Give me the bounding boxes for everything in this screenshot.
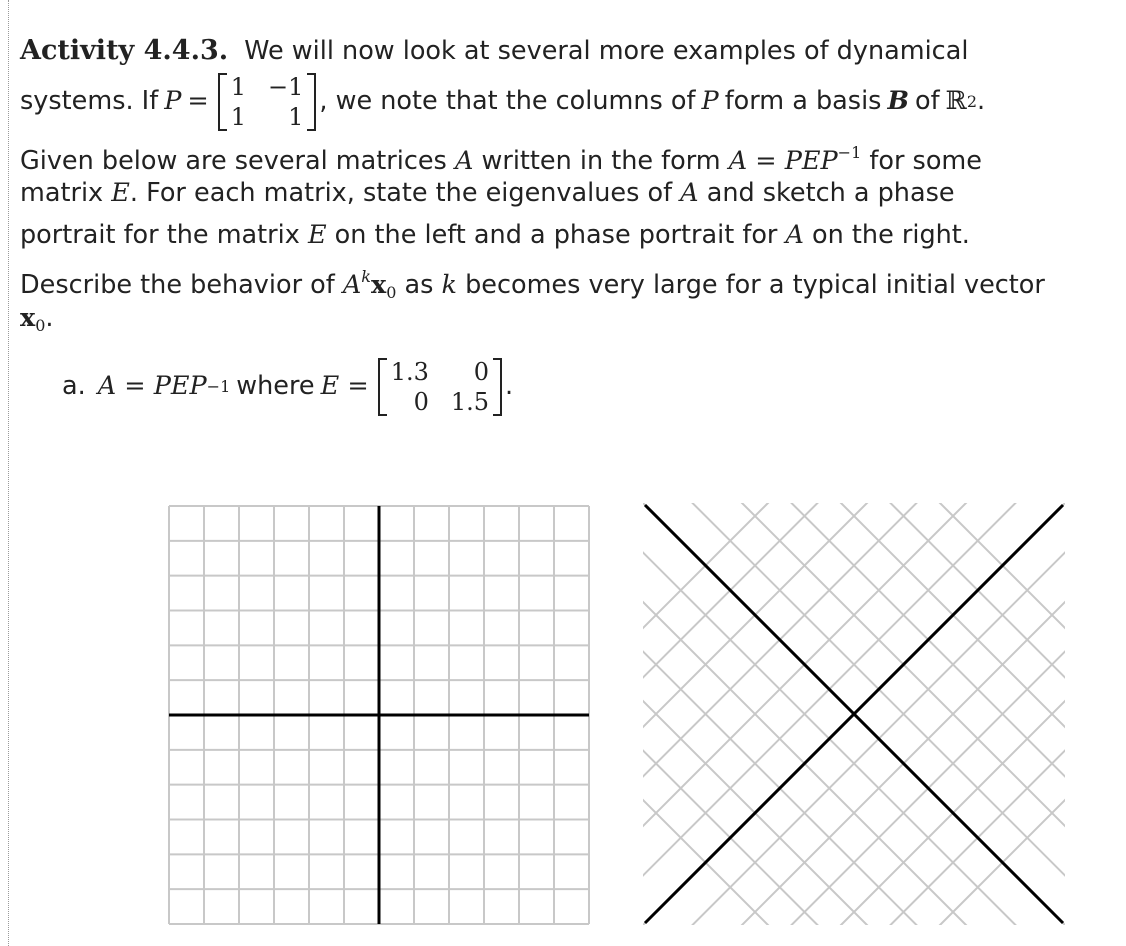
intro-text: becomes very large for a typical initial vector [465, 270, 1045, 300]
math-exponent: k [361, 267, 371, 286]
math-P: P [701, 85, 719, 116]
activity-line-7 [20, 298, 1126, 333]
part-label: a. [62, 370, 86, 401]
intro-text: form a basis [724, 85, 882, 116]
activity-heading: Activity 4.4.3. [20, 35, 229, 66]
right-bracket [493, 358, 502, 416]
period: . [45, 302, 54, 333]
left-bracket [378, 358, 387, 416]
math-equals: = [187, 85, 209, 116]
math-basis-B: B [887, 85, 910, 116]
intro-text: systems. If [20, 85, 159, 116]
activity-line-4 [20, 173, 1126, 215]
left-margin-rule [8, 0, 9, 946]
eigenbasis-coordinate-grid [643, 503, 1065, 925]
math-exponent: 2 [966, 91, 977, 111]
intro-text: as [404, 270, 434, 300]
standard-coordinate-grid [168, 505, 590, 925]
math-A: A [680, 178, 699, 208]
math-A: A [454, 145, 474, 176]
activity-block [20, 30, 1126, 427]
part-where-text: where [236, 370, 315, 401]
math-E: E [307, 219, 327, 250]
activity-line-2 [20, 72, 1126, 132]
math-k: k [441, 270, 457, 300]
activity-line-3 [20, 132, 1126, 174]
intro-text: for some [869, 145, 982, 176]
math-P: P [164, 85, 182, 116]
left-bracket [218, 73, 227, 131]
intro-text: written in the form [481, 145, 721, 176]
intro-text: on the right. [812, 219, 970, 250]
part-a [20, 347, 1126, 427]
math-x: x [370, 270, 387, 300]
matrix-cell: 1.3 [390, 357, 429, 386]
intro-text: portrait for the matrix [20, 219, 300, 250]
period: . [977, 85, 986, 116]
matrix-cell: −1 [268, 72, 304, 101]
matrix-E [378, 358, 502, 416]
math-E-equals: E = [320, 370, 369, 401]
intro-text: and sketch a phase [706, 178, 955, 208]
activity-intro-text: We will now look at several more examples of dynamical [244, 36, 969, 66]
math-exponent: −1 [206, 376, 231, 396]
intro-text: of [915, 85, 940, 116]
math-subscript: 0 [35, 315, 46, 335]
intro-text: . For each matrix, state the eigenvalues of [129, 178, 673, 208]
intro-text: Given below are several matrices [20, 145, 447, 176]
right-bracket [307, 73, 316, 131]
math-x: x [20, 302, 36, 333]
matrix-cell: 0 [413, 387, 429, 416]
matrix-P [218, 73, 317, 131]
intro-text: on the left and a phase portrait for [334, 219, 778, 250]
period: . [505, 370, 514, 401]
matrix-cell: 1.5 [450, 387, 490, 416]
math-subscript: 0 [386, 283, 397, 302]
intro-text: matrix [20, 178, 104, 208]
intro-text: Describe the behavior of [20, 270, 335, 300]
math-A: A [785, 219, 804, 250]
matrix-cell: 1 [230, 102, 247, 131]
math-A: A [342, 270, 362, 300]
matrix-cell: 1 [230, 72, 247, 101]
matrix-cell: 0 [473, 357, 490, 386]
activity-line-5 [20, 215, 1126, 257]
math-form-expression: A = PEP [728, 145, 838, 176]
activity-line-6 [20, 256, 1126, 302]
math-exponent: −1 [837, 142, 862, 162]
math-E: E [111, 178, 130, 208]
math-reals: ℝ [945, 85, 967, 116]
activity-line-1 [20, 30, 1126, 72]
matrix-cell: 1 [288, 102, 304, 131]
intro-text: , we note that the columns of [319, 85, 696, 116]
math-form-expression: A = PEP [97, 370, 207, 401]
